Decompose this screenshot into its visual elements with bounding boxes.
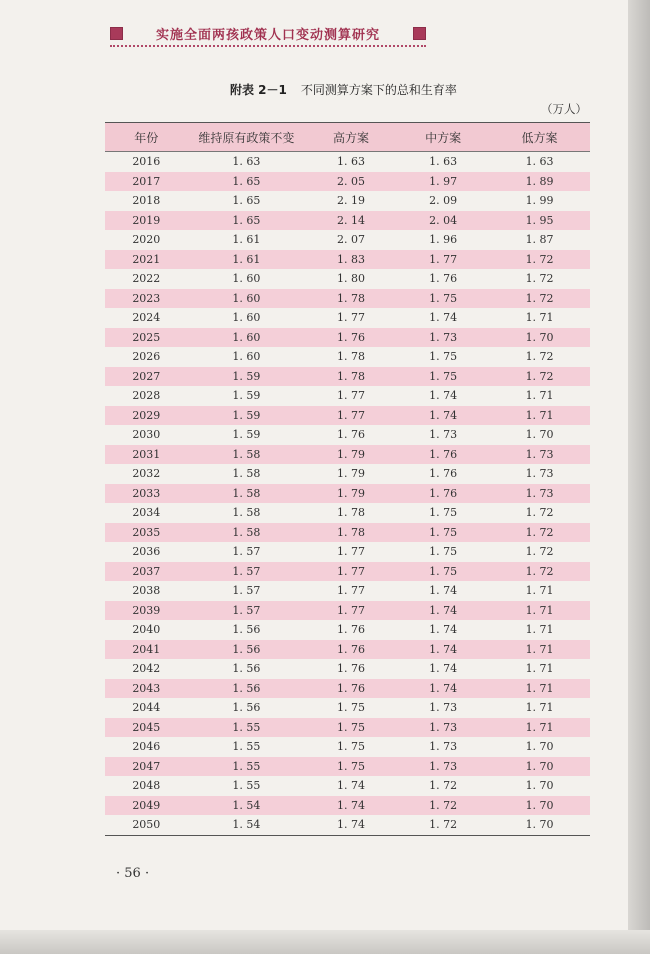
cell-low: 1. 72	[525, 350, 554, 364]
cell-medium: 1. 72	[397, 796, 489, 816]
cell-baseline: 1. 58	[188, 484, 305, 504]
cell-low: 1. 73	[525, 467, 554, 481]
cell-medium: 1. 75	[429, 350, 458, 364]
cell-medium: 1. 74	[429, 662, 458, 676]
cell-medium: 1. 75	[429, 545, 458, 559]
cell-baseline: 1. 60	[232, 272, 261, 286]
cell-year: 2046	[132, 740, 161, 754]
cell-low: 1. 72	[489, 289, 590, 309]
cell-year: 2047	[105, 757, 188, 777]
cell-year: 2033	[105, 484, 188, 504]
cell-high: 1. 76	[305, 679, 397, 699]
cell-year: 2043	[105, 679, 188, 699]
cell-low: 1. 72	[525, 272, 554, 286]
cell-baseline: 1. 57	[232, 545, 261, 559]
cell-high: 1. 80	[337, 272, 366, 286]
cell-low: 1. 70	[489, 815, 590, 835]
cell-medium: 1. 73	[429, 740, 458, 754]
col-header-baseline: 维持原有政策不变	[188, 123, 305, 152]
cell-low: 1. 72	[489, 523, 590, 543]
cell-year: 2029	[105, 406, 188, 426]
table-row	[105, 698, 590, 718]
cell-low: 1. 71	[525, 311, 554, 325]
cell-low: 1. 71	[525, 623, 554, 637]
table-row	[105, 269, 590, 289]
running-header-title: 实施全面两孩政策人口变动测算研究	[155, 27, 380, 43]
cell-baseline: 1. 60	[232, 311, 261, 325]
cell-year: 2021	[105, 250, 188, 270]
cell-year: 2022	[132, 272, 161, 286]
cell-low: 1. 72	[489, 250, 590, 270]
cell-year: 2037	[105, 562, 188, 582]
cell-medium: 1. 74	[429, 311, 458, 325]
table-row	[105, 250, 590, 270]
cell-high: 1. 75	[337, 740, 366, 754]
cell-low: 1. 87	[525, 233, 554, 247]
cell-medium: 1. 97	[397, 172, 489, 192]
cell-baseline: 1. 65	[188, 211, 305, 231]
cell-year: 2025	[105, 328, 188, 348]
cell-low: 1. 70	[489, 757, 590, 777]
cell-year: 2023	[105, 289, 188, 309]
cell-medium: 1. 74	[429, 623, 458, 637]
table-row	[105, 640, 590, 660]
cell-low: 1. 73	[489, 484, 590, 504]
cell-high: 1. 75	[337, 701, 366, 715]
cell-medium: 1. 74	[397, 640, 489, 660]
cell-low: 1. 71	[525, 584, 554, 598]
cell-low: 1. 71	[489, 406, 590, 426]
cell-medium: 1. 74	[397, 406, 489, 426]
cell-baseline: 1. 55	[232, 779, 261, 793]
cell-high: 1. 77	[337, 545, 366, 559]
cell-baseline: 1. 60	[188, 328, 305, 348]
table-row	[105, 308, 590, 328]
cell-low: 1. 73	[489, 445, 590, 465]
col-header-high: 高方案	[305, 123, 397, 152]
cell-baseline: 1. 54	[188, 796, 305, 816]
cell-year: 2035	[105, 523, 188, 543]
cell-baseline: 1. 59	[232, 389, 261, 403]
cell-year: 2026	[132, 350, 161, 364]
cell-medium: 1. 63	[429, 155, 458, 169]
cell-baseline: 1. 65	[232, 194, 261, 208]
col-header-medium: 中方案	[397, 123, 489, 152]
table-row	[105, 601, 590, 621]
table-row	[105, 581, 590, 601]
table-row	[105, 211, 590, 231]
cell-baseline: 1. 57	[188, 562, 305, 582]
cell-medium: 1. 96	[429, 233, 458, 247]
fertility-rate-table	[105, 122, 590, 836]
table-caption	[230, 81, 457, 98]
cell-medium: 1. 75	[429, 506, 458, 520]
cell-year: 2045	[105, 718, 188, 738]
cell-year: 2039	[105, 601, 188, 621]
cell-baseline: 1. 59	[232, 428, 261, 442]
cell-low: 1. 71	[489, 718, 590, 738]
table-row	[105, 230, 590, 250]
cell-baseline: 1. 56	[232, 662, 261, 676]
cell-year: 2042	[132, 662, 161, 676]
cell-baseline: 1. 65	[188, 172, 305, 192]
cell-baseline: 1. 58	[188, 445, 305, 465]
table-row	[105, 386, 590, 406]
table-row	[105, 406, 590, 426]
cell-high: 2. 05	[305, 172, 397, 192]
cell-high: 1. 75	[305, 718, 397, 738]
cell-low: 1. 72	[525, 506, 554, 520]
cell-baseline: 1. 55	[188, 718, 305, 738]
table-title: 不同测算方案下的总和生育率	[300, 83, 457, 97]
table-unit: （万人）	[541, 102, 587, 116]
cell-high: 1. 78	[337, 350, 366, 364]
cell-medium: 1. 74	[397, 601, 489, 621]
table-row	[105, 191, 590, 211]
cell-high: 1. 77	[337, 389, 366, 403]
cell-year: 2024	[132, 311, 161, 325]
table-number: 附表 2－1	[230, 83, 287, 97]
cell-baseline: 1. 55	[232, 740, 261, 754]
cell-high: 1. 78	[337, 506, 366, 520]
cell-low: 1. 70	[525, 779, 554, 793]
cell-year: 2041	[105, 640, 188, 660]
table-row	[105, 620, 590, 640]
cell-year: 2020	[132, 233, 161, 247]
cell-high: 2. 07	[337, 233, 366, 247]
table-row	[105, 796, 590, 816]
cell-medium: 1. 76	[397, 445, 489, 465]
table-row	[105, 757, 590, 777]
cell-medium: 1. 75	[397, 367, 489, 387]
cell-baseline: 1. 59	[188, 367, 305, 387]
cell-low: 1. 89	[489, 172, 590, 192]
cell-medium: 1. 74	[397, 679, 489, 699]
cell-year: 2017	[105, 172, 188, 192]
cell-year: 2018	[132, 194, 161, 208]
cell-high: 1. 76	[337, 662, 366, 676]
page-number: · 56 ·	[116, 866, 150, 881]
cell-high: 1. 76	[337, 428, 366, 442]
cell-high: 1. 76	[337, 623, 366, 637]
table-row	[105, 523, 590, 543]
cell-low: 1. 70	[489, 328, 590, 348]
cell-high: 1. 77	[305, 601, 397, 621]
table-row	[105, 484, 590, 504]
col-header-low: 低方案	[489, 123, 590, 152]
cell-year: 2032	[132, 467, 161, 481]
cell-high: 2. 14	[305, 211, 397, 231]
cell-high: 1. 74	[337, 779, 366, 793]
cell-baseline: 1. 56	[188, 679, 305, 699]
cell-high: 1. 76	[305, 640, 397, 660]
cell-medium: 1. 76	[429, 272, 458, 286]
cell-high: 1. 83	[305, 250, 397, 270]
cell-low: 1. 71	[489, 601, 590, 621]
cell-medium: 2. 04	[397, 211, 489, 231]
table-row	[105, 659, 590, 679]
cell-medium: 1. 76	[397, 484, 489, 504]
cell-year: 2034	[132, 506, 161, 520]
cell-medium: 1. 73	[397, 328, 489, 348]
cell-year: 2031	[105, 445, 188, 465]
cell-medium: 1. 73	[397, 718, 489, 738]
cell-high: 1. 63	[337, 155, 366, 169]
table-row	[105, 367, 590, 387]
cell-medium: 1. 75	[397, 523, 489, 543]
cell-medium: 1. 74	[429, 584, 458, 598]
cell-baseline: 1. 63	[232, 155, 261, 169]
cell-baseline: 1. 59	[188, 406, 305, 426]
cell-year: 2016	[132, 155, 161, 169]
cell-year: 2027	[105, 367, 188, 387]
table-row	[105, 289, 590, 309]
cell-high: 1. 77	[337, 311, 366, 325]
cell-medium: 1. 76	[429, 467, 458, 481]
cell-low: 1. 70	[525, 740, 554, 754]
cell-baseline: 1. 56	[232, 701, 261, 715]
page-bottom-shadow	[0, 930, 650, 954]
cell-year: 2036	[132, 545, 161, 559]
cell-low: 1. 72	[489, 367, 590, 387]
cell-baseline: 1. 58	[232, 467, 261, 481]
cell-year: 2049	[105, 796, 188, 816]
table-row	[105, 172, 590, 192]
table-row	[105, 679, 590, 699]
cell-medium: 1. 72	[429, 779, 458, 793]
header-dotted-rule	[110, 45, 426, 47]
cell-year: 2019	[105, 211, 188, 231]
cell-medium: 1. 75	[397, 562, 489, 582]
cell-baseline: 1. 56	[188, 640, 305, 660]
cell-high: 1. 78	[305, 523, 397, 543]
cell-year: 2030	[132, 428, 161, 442]
cell-baseline: 1. 60	[232, 350, 261, 364]
cell-low: 1. 72	[489, 562, 590, 582]
cell-high: 2. 19	[337, 194, 366, 208]
cell-medium: 1. 77	[397, 250, 489, 270]
cell-high: 1. 76	[305, 328, 397, 348]
cell-baseline: 1. 58	[232, 506, 261, 520]
cell-high: 1. 78	[305, 289, 397, 309]
cell-low: 1. 70	[525, 428, 554, 442]
table-row	[105, 737, 590, 757]
cell-year: 2038	[132, 584, 161, 598]
cell-medium: 2. 09	[429, 194, 458, 208]
cell-medium: 1. 73	[429, 701, 458, 715]
table-header-row	[105, 123, 590, 152]
cell-low: 1. 71	[489, 679, 590, 699]
cell-baseline: 1. 57	[188, 601, 305, 621]
table-row	[105, 328, 590, 348]
cell-low: 1. 71	[489, 640, 590, 660]
cell-high: 1. 77	[337, 584, 366, 598]
cell-high: 1. 75	[305, 757, 397, 777]
cell-baseline: 1. 55	[188, 757, 305, 777]
cell-low: 1. 70	[489, 796, 590, 816]
cell-high: 1. 79	[337, 467, 366, 481]
cell-low: 1. 63	[525, 155, 554, 169]
cell-medium: 1. 75	[397, 289, 489, 309]
cell-high: 1. 74	[305, 796, 397, 816]
header-square-left-icon	[110, 27, 123, 40]
cell-high: 1. 79	[305, 484, 397, 504]
table-row	[105, 718, 590, 738]
cell-low: 1. 71	[525, 389, 554, 403]
cell-baseline: 1. 61	[188, 250, 305, 270]
cell-year: 2040	[132, 623, 161, 637]
cell-medium: 1. 74	[429, 389, 458, 403]
cell-baseline: 1. 57	[232, 584, 261, 598]
cell-medium: 1. 72	[397, 815, 489, 835]
cell-high: 1. 74	[305, 815, 397, 835]
table-row	[105, 815, 590, 835]
running-header	[110, 22, 426, 44]
cell-medium: 1. 73	[429, 428, 458, 442]
cell-low: 1. 99	[525, 194, 554, 208]
cell-high: 1. 79	[305, 445, 397, 465]
page-edge-shadow	[628, 0, 650, 954]
table-row	[105, 542, 590, 562]
table-row	[105, 425, 590, 445]
cell-baseline: 1. 61	[232, 233, 261, 247]
cell-high: 1. 77	[305, 562, 397, 582]
cell-low: 1. 72	[525, 545, 554, 559]
cell-year: 2044	[132, 701, 161, 715]
cell-medium: 1. 73	[397, 757, 489, 777]
table-row	[105, 503, 590, 523]
cell-high: 1. 78	[305, 367, 397, 387]
cell-baseline: 1. 60	[188, 289, 305, 309]
cell-year: 2048	[132, 779, 161, 793]
cell-baseline: 1. 54	[188, 815, 305, 835]
col-header-year: 年份	[105, 123, 188, 152]
table-row	[105, 347, 590, 367]
table-row	[105, 464, 590, 484]
table-row	[105, 562, 590, 582]
cell-year: 2028	[132, 389, 161, 403]
cell-low: 1. 71	[525, 662, 554, 676]
cell-year: 2050	[105, 815, 188, 835]
header-square-right-icon	[413, 27, 426, 40]
cell-baseline: 1. 56	[232, 623, 261, 637]
cell-low: 1. 71	[525, 701, 554, 715]
cell-low: 1. 95	[489, 211, 590, 231]
cell-baseline: 1. 58	[188, 523, 305, 543]
table-row	[105, 776, 590, 796]
table-row	[105, 152, 590, 172]
cell-high: 1. 77	[305, 406, 397, 426]
table-row	[105, 445, 590, 465]
